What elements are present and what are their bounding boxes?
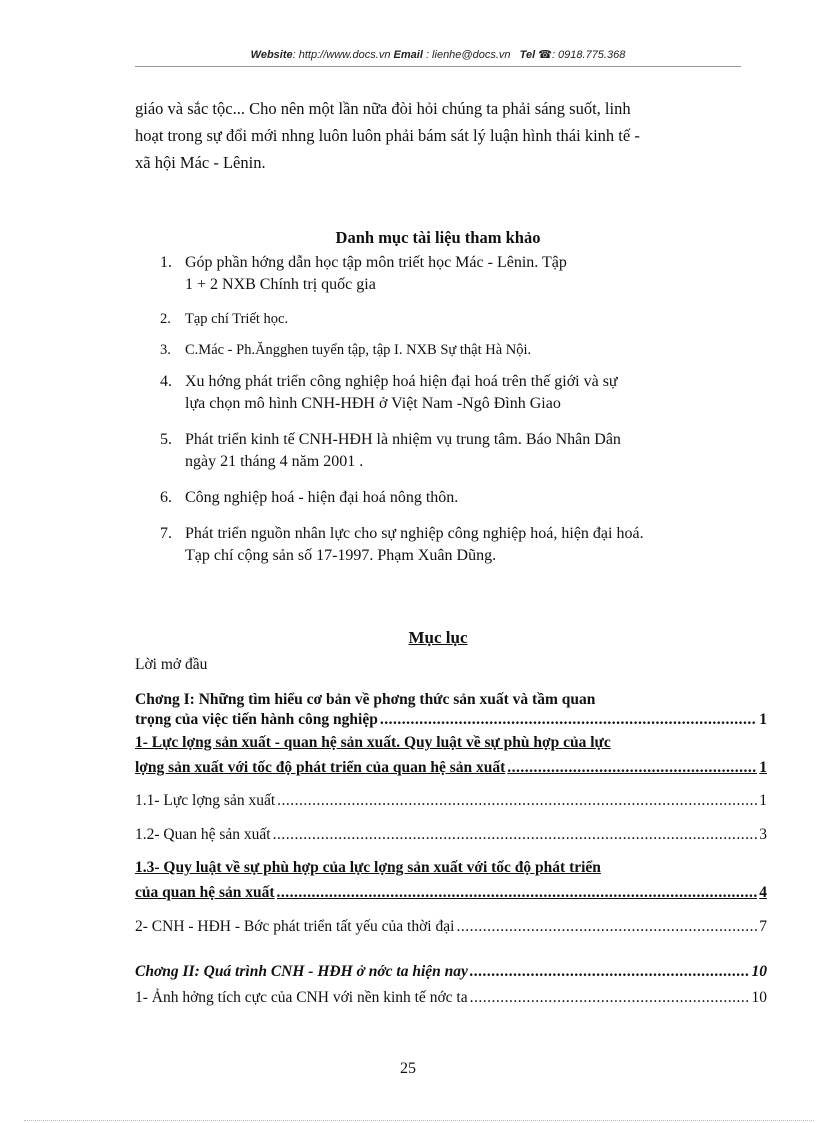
toc-page-number: 4: [759, 884, 767, 901]
reference-number: 3.: [160, 342, 171, 358]
toc-page-number: 10: [751, 989, 767, 1006]
dot-leader: [277, 791, 757, 811]
phone-icon: ☎: [538, 49, 552, 61]
reference-item: 7. Phát triển nguồn nhân lực cho sự nghiệp công nghiệp hoá, hiện đại hoá. Tạp chí cộng sản số 17-1997. Phạm Xuân Dũng.: [160, 525, 644, 564]
toc-entry[interactable]: 2- CNH - HĐH - Bớc phát triển tất yếu của thời đại ..... 7: [135, 917, 767, 937]
tel-label: Tel: [519, 49, 536, 61]
dot-leader: [470, 962, 750, 982]
email-value: : lienhe@docs.vn: [422, 49, 511, 61]
reference-number: 6.: [160, 489, 172, 506]
website-value: : http://www.docs.vn: [292, 49, 391, 61]
toc-entry[interactable]: Chơng II: Quá trình CNH - HĐH ở nớc ta hiện nay ..... 10: [135, 962, 767, 982]
page-number: 25: [400, 1060, 416, 1077]
toc-entry[interactable]: Chơng I: Những tìm hiểu cơ bản về phơng thức sản xuất và tầm quan trọng của việc tiến hành công nghiệp ..... 1: [135, 690, 767, 730]
dot-leader: [470, 988, 750, 1008]
page-header: [135, 48, 741, 61]
reference-number: 1.: [160, 254, 172, 271]
reference-item: 5. Phát triển kinh tế CNH-HĐH là nhiệm vụ trung tâm. Báo Nhân Dân ngày 21 tháng 4 năm 2001 .: [160, 431, 621, 470]
reference-item: 3. C.Mác - Ph.Ăngghen tuyển tập, tập I. NXB Sự thật Hà Nội.: [160, 339, 750, 361]
references-title: Danh mục tài liệu tham khảo: [335, 228, 541, 247]
toc-entry-intro[interactable]: Lời mở đầu: [135, 656, 208, 673]
toc-entry[interactable]: 1.1- Lực lợng sản xuất ..... 1: [135, 791, 767, 811]
toc-page-number: 7: [759, 918, 767, 935]
toc-entry[interactable]: 1.2- Quan hệ sản xuất ..... 3: [135, 825, 767, 845]
dot-leader: [456, 917, 757, 937]
reference-item: 6. Công nghiệp hoá - hiện đại hoá nông thôn.: [160, 487, 750, 509]
reference-number: 2.: [160, 311, 171, 327]
intro-paragraph: [135, 95, 741, 176]
intro-line: xã hội Mác - Lênin.: [135, 153, 266, 172]
reference-item: 1. Góp phần hớng dẫn học tập môn triết học Mác - Lênin. Tập 1 + 2 NXB Chính trị quốc gia: [160, 254, 567, 293]
reference-item: 2. Tạp chí Triết học.: [160, 308, 750, 330]
header-divider: [135, 66, 741, 67]
footer-divider: [24, 1120, 814, 1121]
toc-entry[interactable]: 1.3- Quy luật về sự phù hợp của lực lợng sản xuất với tốc độ phát triển của quan hệ sản xuất ..... 4: [135, 858, 767, 903]
dot-leader: [273, 825, 758, 845]
toc-page-number: 3: [759, 826, 767, 843]
toc-title: Mục lục: [408, 628, 468, 647]
toc-page-number: 1: [759, 792, 767, 809]
reference-number: 7.: [160, 525, 172, 542]
toc-page-number: 1: [759, 711, 767, 728]
website-label: Website: [250, 49, 293, 61]
intro-line: hoạt trong sự đổi mới nhng luôn luôn phải bám sát lý luận hình thái kinh tế -: [135, 126, 640, 145]
reference-number: 4.: [160, 373, 172, 390]
dot-leader: [507, 758, 757, 778]
toc-page-number: 10: [751, 963, 767, 980]
dot-leader: [380, 710, 757, 730]
reference-number: 5.: [160, 431, 172, 448]
dot-leader: [277, 883, 758, 903]
tel-value: : 0918.775.368: [551, 49, 626, 61]
toc-entry[interactable]: 1- Ảnh hởng tích cực của CNH với nền kinh tế nớc ta ..... 10: [135, 988, 767, 1008]
reference-item: 4. Xu hớng phát triển công nghiệp hoá hiện đại hoá trên thế giới và sự lựa chọn mô hình CNH-HĐH ở Việt Nam -Ngô Đình Giao: [160, 373, 618, 412]
intro-line: giáo và sắc tộc... Cho nên một lần nữa đòi hỏi chúng ta phải sáng suốt, linh: [135, 99, 631, 118]
email-label: Email: [393, 49, 423, 61]
toc-entry[interactable]: 1- Lực lợng sản xuất - quan hệ sản xuất. Quy luật về sự phù hợp của lực lợng sản xuất với tốc độ phát triển của quan hệ sản xuất ..... 1: [135, 733, 767, 778]
references-list: [160, 252, 750, 567]
toc-page-number: 1: [759, 759, 767, 776]
